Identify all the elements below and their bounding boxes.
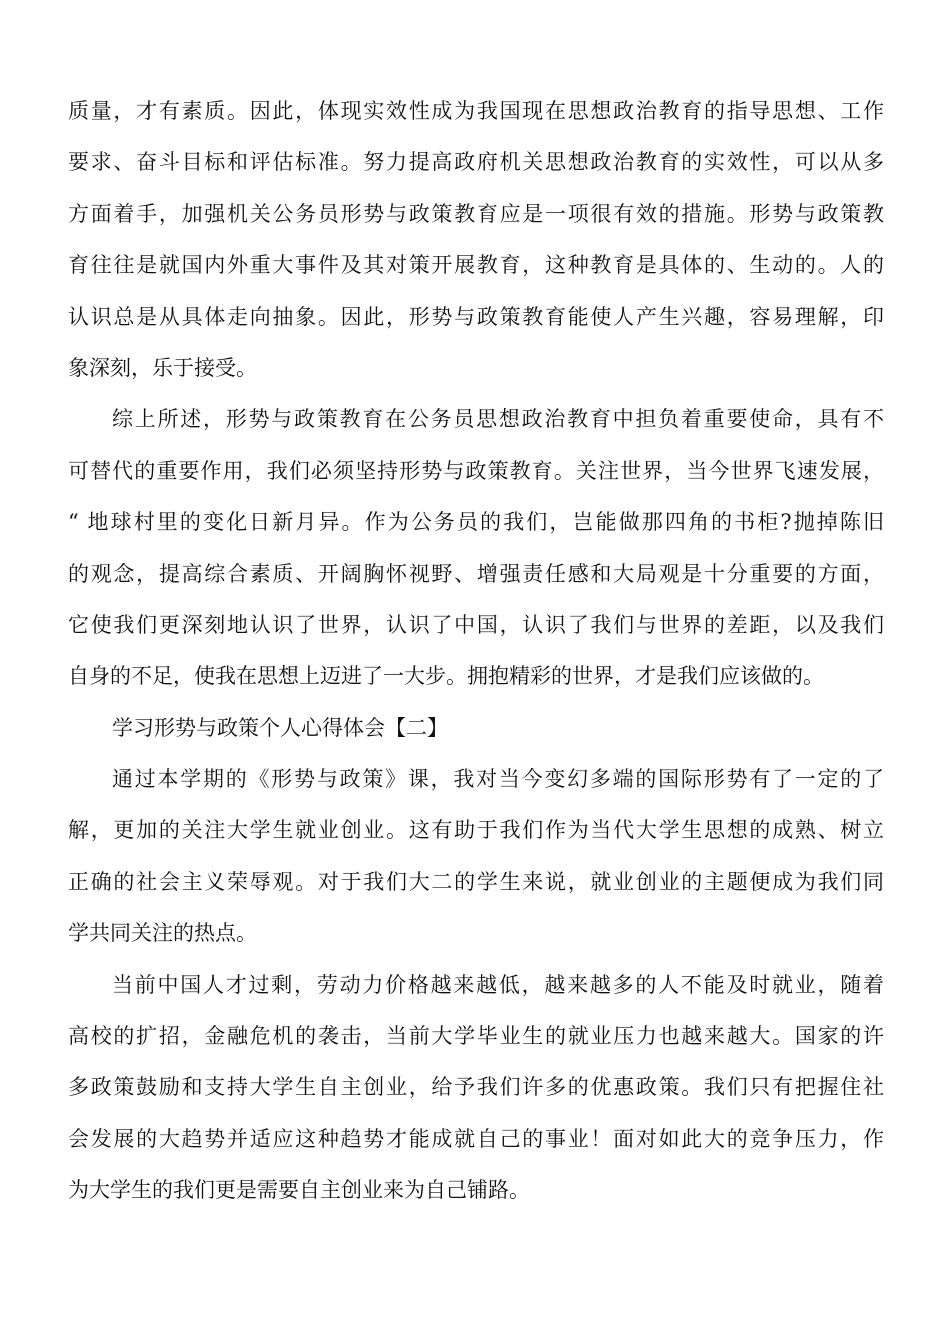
- document-body: [68, 86, 884, 1217]
- text-line: 象深刻，乐于接受。: [68, 355, 257, 380]
- section-title: 学习形势与政策个人心得体会【二】: [112, 715, 448, 740]
- section-heading: [68, 703, 884, 754]
- text-line: 学共同关注的热点。: [68, 921, 257, 946]
- text-line: 正确的社会主义荣辱观。对于我们大二的学生来说，就业创业的主题便成为我们同: [68, 869, 884, 894]
- text-line: 质量，才有素质。因此，体现实效性成为我国现在思想政治教育的指导思想、工作: [68, 99, 884, 123]
- text-line: 当前中国人才过剩，劳动力价格越来越低，越来越多的人不能及时就业，随着: [112, 972, 884, 997]
- text-line: 综上所述，形势与政策教育在公务员思想政治教育中担负着重要使命，具有不: [112, 407, 884, 432]
- paragraph-2: [68, 394, 884, 702]
- text-line: “ 地球村里的变化日新月异。作为公务员的我们，岂能做那四角的书柜?抛掉陈旧: [68, 510, 884, 535]
- text-line: 高校的扩招，金融危机的袭击，当前大学毕业生的就业压力也越来越大。国家的许: [68, 1024, 884, 1049]
- text-line: 方面着手，加强机关公务员形势与政策教育应是一项很有效的措施。形势与政策教: [68, 201, 884, 226]
- text-line: 通过本学期的《形势与政策》课，我对当今变幻多端的国际形势有了一定的了: [112, 767, 884, 792]
- paragraph-4: [68, 960, 884, 1217]
- text-line: 它使我们更深刻地认识了世界，认识了中国，认识了我们与世界的差距，以及我们: [68, 612, 884, 637]
- text-line: 为大学生的我们更是需要自主创业来为自己铺路。: [68, 1178, 530, 1203]
- text-line: 的观念，提高综合素质、开阔胸怀视野、增强责任感和大局观是十分重要的方面，: [68, 561, 884, 586]
- text-line: 可替代的重要作用，我们必须坚持形势与政策教育。关注世界，当今世界飞速发展，: [68, 458, 884, 483]
- paragraph-3: [68, 754, 884, 960]
- text-line: 要求、奋斗目标和评估标准。努力提高政府机关思想政治教育的实效性，可以从多: [68, 150, 884, 175]
- text-line: 自身的不足，使我在思想上迈进了一大步。拥抱精彩的世界，才是我们应该做的。: [68, 664, 824, 689]
- text-line: 认识总是从具体走向抽象。因此，形势与政策教育能使人产生兴趣，容易理解，印: [68, 304, 884, 329]
- text-line: 解，更加的关注大学生就业创业。这有助于我们作为当代大学生思想的成熟、树立: [68, 818, 884, 843]
- text-line: 多政策鼓励和支持大学生自主创业，给予我们许多的优惠政策。我们只有把握住社: [68, 1075, 884, 1100]
- text-line: 会发展的大趋势并适应这种趋势才能成就自己的事业！面对如此大的竞争压力，作: [68, 1126, 884, 1151]
- paragraph-1: [68, 86, 884, 394]
- text-line: 育往往是就国内外重大事件及其对策开展教育，这种教育是具体的、生动的。人的: [68, 253, 884, 278]
